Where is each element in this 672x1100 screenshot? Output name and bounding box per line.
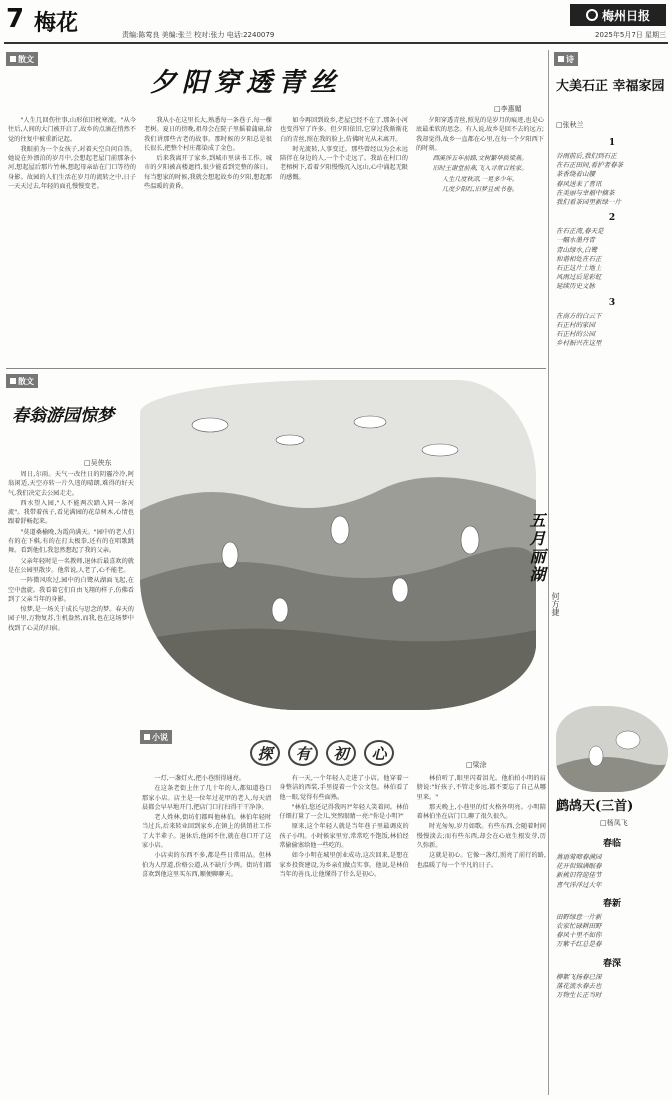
egret-small-image [556,706,668,792]
paragraph: 原来,这个年轻人就是当年巷子里最调皮的孩子小明。小时候家里穷,常常吃不饱饭,林伯经常偷偷塞给他一些吃的。 [279,823,409,850]
article2-title: 春翁游园惊梦 [12,406,114,426]
right-poem1-title: 大美石正 幸福家园 [556,79,665,94]
paragraph: 惊梦,是一场关于成长与思念的梦。春天的园子里,万物复苏,生机盎然,而我,也在这场梦中找到了心灵的归宿。 [8,606,134,632]
right-poem2-author: □杨凤飞 [600,819,628,827]
paragraph: "林伯,您还记得我吗?"年轻人笑着问。林伯仔细打量了一会儿,突然眼睛一亮:"你是小明?" [279,803,409,821]
poem-line: 喜气洋洋过大年 [556,880,602,889]
poem-line: 在石正田间,看护者春茶 [556,161,624,170]
poem-line: 落花流水春去也 [556,981,602,990]
paper-logo [570,4,666,26]
article2-tag: 散文 [6,374,38,388]
paper-logo-icon [586,9,598,21]
poem-part-number: 2 [608,213,616,224]
poem-line: 风雨过后见彩虹 [556,273,602,282]
poem-line: 青山绿水,白鹭 [556,245,598,254]
right-poem1-author: □张秋兰 [556,121,584,129]
article1-title: 夕阳穿透青丝 [150,68,343,98]
poem-subtitle: 春深 [602,958,621,969]
right-poem2-title: 鹧鸪天(三首) [556,799,634,814]
paragraph: 周日,尔雨。天气一改往日的阴霾冷冷,阿翁闲适,天空亦转一片久违的晴朗,难得的好天气,我们决定去公园走走。 [8,471,134,497]
paragraph: 老人姓林,街坊们都叫他林伯。林伯年轻时当过兵,后来转业回到家乡,在镇上的供销社工作了大半辈子。退休后,他闲不住,就在巷口开了这家小店。 [142,814,272,850]
tag-square-icon [558,56,564,62]
poem-line: 春风送来了喜讯 [556,179,602,188]
poem-line: 柳絮飞扬春已深 [556,972,602,981]
paragraph: 林伯听了,眼里闪着泪光。他拍拍小明的肩膀说:"好孩子,不管走多远,都不要忘了自己从哪里来。" [416,775,546,801]
poem-line: 新桃旧符迎佳节 [556,871,602,880]
article3-title [250,740,400,766]
tag-square-icon [10,378,16,384]
vertical-poem-author: 何方捷 [551,592,560,616]
title-char: 有 [288,740,318,766]
egret-photo [140,380,536,710]
poem-part-number: 1 [608,138,616,148]
paragraph: 夕阳穿透青丝,照见的是岁月的痕迹,也是心底最柔软的思念。有人说,故乡是回不去的远方;我却觉得,故乡一直都在心里,在每一个夕阳西下的时刻。 [416,117,544,152]
egret-photo-image [140,380,536,710]
poem-line: 延续历史文脉 [556,282,595,291]
paragraph: 有一天,一个年轻人走进了小店。他穿着一身整洁的西装,手里提着一个公文包。林伯看了他一眼,觉得有些面熟。 [279,775,409,801]
paragraph: 后来我离开了家乡,到城市里读书工作。城市的夕阳被高楼遮挡,很少能看到完整的落日。每当想家的时候,我就会想起故乡的夕阳,想起那些温暖的黄昏。 [144,155,272,191]
paragraph: 这就是初心。它像一盏灯,照亮了前行的路,也温暖了每一个平凡的日子。 [416,852,546,869]
poem-line: 石正村的公园 [556,330,595,339]
article3-author: □梁涂 [466,761,487,769]
staff-line: 责编:陈莺良 美编:张兰 校对:张力 电话:2240079 [122,31,275,39]
paragraph: 时光匆匆,岁月如歌。有些东西,会随着时间慢慢淡去;而有些东西,却会在心底生根发芽,历久弥新。 [416,823,546,850]
right-poem1-body [556,132,668,697]
title-char: 探 [250,740,280,766]
poem-line: 我们看茶园里新绿一片 [556,198,621,207]
poem-line: 万紫千红总是春 [556,940,602,949]
article1-body [8,116,544,366]
closing-poem-line: 人生几度秋凉,一晃多少年。 [441,175,519,183]
article3-body [142,774,546,1094]
paragraph: "人生几回伤往事,山形依旧枕寒流。"从今往后,人间的大门被开启了,故乡的点滴在悄然不觉的往复中被重新记起。 [8,117,136,143]
paragraph: 一灯,一盏灯火,把小巷照得通亮。 [154,775,245,782]
article3-tag: 小说 [140,730,172,744]
paragraph: 时光流转,人事变迁。那些曾经以为会永远陪伴在身边的人,一个个走远了。我站在村口的老榕树下,看着夕阳慢慢沉入远山,心中涌起无限的感慨。 [280,145,408,181]
paragraph: 在这条老街上住了几十年的人,都知道巷口那家小店。店主是一位年过花甲的老人,每天清晨都会早早地开门,把店门口打扫得干干净净。 [142,785,272,811]
poem-line: 在石正湾,春天是 [556,227,604,236]
paragraph: 如今小明在城里创业成功,这次回来,是想在家乡投资建设,为乡亲们做点实事。他说,是林伯当年的善良,让他懂得了什么是初心。 [279,852,409,878]
poem-line: 一幅水墨丹青 [556,236,595,245]
date-line: 2025年5月7日 星期三 [595,31,666,39]
section-name: 梅花 [34,11,79,36]
right-poem2-body [556,830,668,1095]
masthead [4,2,668,40]
paragraph: 我从小在这里长大,熟悉每一条巷子,每一棵老树。夏日的傍晚,祖母会在院子里摇着蒲扇,给我们讲那些古老的故事。那时候的夕阳总是很长很长,把整个村庄都染成了金色。 [144,117,272,152]
poem-line: 春风十里不如你 [556,931,602,940]
paragraph: 西水望入园,"人不能两次踏入同一条河流"。我带着孩子,看见满园的花草树木,心情也跟着舒畅起来。 [8,499,134,526]
poem-subtitle: 春新 [602,898,621,909]
poem-line: 石正村的家园 [556,320,595,329]
top-rule [4,42,668,44]
paragraph: 我眼前为一个女孩子,对着天空自问自答。她说在外漂泊的岁月中,会想起老屋门前那条小河,想起屋后那片竹林,想起母亲站在门口等待的身影。故园的人们生活在岁月的流转之中,日子一天天过去,年轻的面孔慢慢变老。 [8,145,136,191]
vertical-poem-title: 五月丽湖 [527,512,546,584]
egret-small-photo [556,706,668,792]
column-divider [548,50,549,1095]
poem-line: 在南方的白云下 [556,311,602,320]
poem-line: 在美丽与幸福中摘茶 [556,188,615,197]
paragraph: 父亲年轻时是一名教师,退休后最喜欢的就是在公园里散步。他常说,人老了,心不能老。 [8,557,134,574]
paragraph: "莫道桑榆晚,为霞尚满天。"园中的老人们有的在下棋,有的在打太极拳,还有的在唱歌跳舞。看到他们,我忽然想起了我的父亲。 [8,528,134,555]
closing-poem-line: 旧时王谢堂前燕,飞入寻常百姓家。 [432,165,528,173]
title-char: 心 [364,740,394,766]
tag-square-icon [144,734,150,740]
paragraph: 那天晚上,小巷里的灯火格外明亮。小明陪着林伯坐在店门口,聊了很久很久。 [416,803,546,821]
paragraph: 一阵微风吹过,园中的白鹭从湖面飞起,在空中盘旋。我看着它们自由飞翔的样子,仿佛看到了父亲当年的身影。 [8,577,134,603]
article2-body [8,470,134,825]
poem-part-number: 3 [608,297,616,308]
poem-subtitle: 春临 [602,839,621,849]
poem-line: 乡村振兴在这里 [556,339,602,348]
paragraph: 如今再回到故乡,老屋已经不在了,那条小河也变得窄了许多。但夕阳依旧,它穿过我渐渐花白的青丝,照在我的脸上,仿佛时光从未离开。 [280,117,408,143]
poem-line: 田野绿意一片新 [556,912,602,921]
poem-line: 农家忙碌耕田野 [556,922,602,931]
poem-line: 花开似锦满眼春 [556,862,602,871]
divider [6,368,546,369]
article1-tag: 散文 [6,52,38,66]
paragraph: 小店卖的东西不多,都是些日常用品。但林伯为人厚道,价格公道,从不缺斤少两。街坊们都喜欢到他这里买东西,顺便聊聊天。 [142,852,272,878]
article2-author: □吴侠东 [84,459,112,467]
closing-poem-line: 几度夕阳红,旧梦且成书卷。 [441,186,519,194]
poem-line: 和谐相处在石正 [556,254,602,263]
page-number: 7 [6,4,25,34]
poem-line: 燕语莺啼春满园 [556,853,602,861]
article1-author: □李惠媚 [494,105,522,113]
right-tag: 诗 [554,52,578,66]
poem-line: 万物生长正当时 [556,991,602,1000]
poem-line: 石正这片土地上 [556,264,602,273]
paper-name: 梅州日报 [601,8,650,23]
title-char: 初 [326,740,356,766]
poem-line: 茶香绕着山腰 [556,170,595,179]
poem-line: 谷雨前后,我们到石正 [556,152,617,160]
tag-square-icon [10,56,16,62]
closing-poem-line: 西溪涉五年前路,文树繁华换梁燕。 [432,155,528,163]
